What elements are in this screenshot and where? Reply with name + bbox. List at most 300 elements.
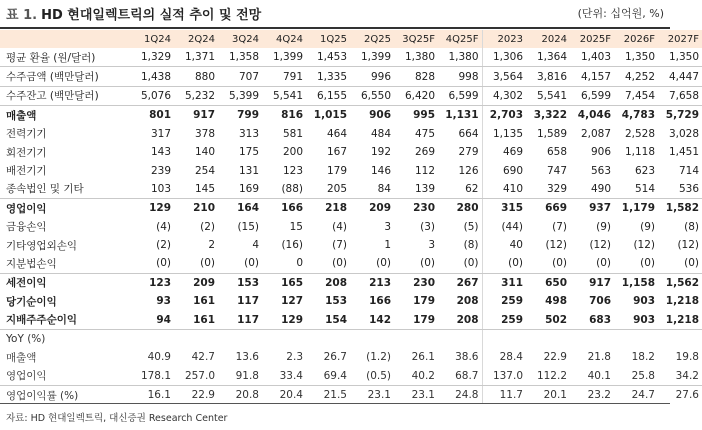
table-cell: 5,076 xyxy=(130,86,174,105)
title-row xyxy=(0,0,670,26)
column-header: 3Q24 xyxy=(218,30,262,48)
table-cell: 1,380 xyxy=(394,48,438,67)
table-cell: 208 xyxy=(456,295,479,308)
table-cell: 93 xyxy=(156,295,171,308)
table-cell: 1,306 xyxy=(482,48,526,67)
table-row xyxy=(0,161,702,179)
table-cell xyxy=(350,329,394,348)
table-cell: 880 xyxy=(174,67,218,86)
table-cell: 230 xyxy=(413,276,435,289)
table-cell: 62 xyxy=(438,180,482,199)
table-cell: 179 xyxy=(413,295,435,308)
table-cell: 230 xyxy=(413,202,435,215)
table-cell: (9) xyxy=(640,220,655,233)
row-label: YoY (%) xyxy=(6,333,46,346)
table-cell: 20.1 xyxy=(543,389,567,402)
table-cell: 1,218 xyxy=(658,310,702,329)
column-header: 2026F xyxy=(614,30,658,48)
table-cell: 7,454 xyxy=(614,86,658,105)
table-cell xyxy=(526,329,570,348)
table-cell: 112.2 xyxy=(526,367,570,386)
table-cell: (3) xyxy=(420,220,435,233)
table-cell: 84 xyxy=(350,180,394,199)
table-cell: (4) xyxy=(332,220,347,233)
table-cell: (8) xyxy=(684,220,699,233)
table-cell xyxy=(614,329,658,348)
table-cell: 1,179 xyxy=(621,202,655,215)
table-cell: 26.1 xyxy=(411,351,435,364)
table-cell: 378 xyxy=(194,127,215,140)
table-cell: 140 xyxy=(194,146,215,159)
table-cell: 828 xyxy=(394,67,438,86)
table-cell: 153 xyxy=(237,276,259,289)
source-note: 자료: HD 현대일렉트릭, 대신증권 Research Center xyxy=(6,413,228,424)
table-cell: 127 xyxy=(281,295,303,308)
table-cell: 131 xyxy=(238,164,259,177)
table-cell: 28.4 xyxy=(482,348,526,366)
table-cell: 20.8 xyxy=(235,389,259,402)
table-cell: 192 xyxy=(370,146,391,159)
table-row xyxy=(0,218,702,236)
table-row xyxy=(0,386,702,405)
table-cell: 169 xyxy=(218,180,262,199)
table-cell: 164 xyxy=(237,202,259,215)
table-cell: 279 xyxy=(458,146,479,159)
table-cell: 213 xyxy=(369,276,391,289)
table-cell: (0.5) xyxy=(350,367,394,386)
table-cell: 315 xyxy=(482,199,526,218)
table-cell xyxy=(394,329,438,348)
table-cell: 178.1 xyxy=(130,367,174,386)
table-body xyxy=(0,48,702,404)
column-header: 2023 xyxy=(482,30,526,48)
table-cell: 175 xyxy=(238,146,259,159)
table-cell: 664 xyxy=(458,127,479,140)
column-header: 2Q24 xyxy=(174,30,218,48)
table-cell: 1,380 xyxy=(438,48,482,67)
table-number: 표 1. xyxy=(6,8,38,23)
row-label: 영업이익 xyxy=(6,202,47,215)
table-title xyxy=(6,4,261,23)
table-cell: 34.2 xyxy=(658,367,702,386)
table-cell: (0) xyxy=(570,254,614,273)
table-cell: 5,399 xyxy=(218,86,262,105)
table-row xyxy=(0,367,702,386)
table-cell: 18.2 xyxy=(631,351,655,364)
table-cell: 623 xyxy=(634,164,655,177)
earnings-table xyxy=(0,30,702,404)
row-label: 지분법손익 xyxy=(0,254,130,273)
table-cell: 469 xyxy=(482,143,526,161)
table-cell: 146 xyxy=(370,164,391,177)
table-cell: (9) xyxy=(596,220,611,233)
table-cell: 13.6 xyxy=(235,351,259,364)
table-cell: 669 xyxy=(545,202,567,215)
table-cell: 153 xyxy=(325,295,347,308)
table-cell: 259 xyxy=(482,310,526,329)
table-cell: 103 xyxy=(130,180,174,199)
table-row xyxy=(0,180,702,199)
table-cell: 937 xyxy=(589,202,611,215)
table-cell: 24.8 xyxy=(455,389,479,402)
table-cell: 4,447 xyxy=(658,67,702,86)
table-cell: 996 xyxy=(350,67,394,86)
row-label: 수주금액 (백만달러) xyxy=(0,67,130,86)
table-cell: 683 xyxy=(570,310,614,329)
table-cell: 42.7 xyxy=(191,351,215,364)
table-cell: 6,599 xyxy=(570,86,614,105)
table-cell: 40.1 xyxy=(570,367,614,386)
table-cell: 5,232 xyxy=(174,86,218,105)
table-cell: 3,028 xyxy=(668,127,699,140)
unit-label: (단위: 십억원, %) xyxy=(577,7,664,20)
column-header: 2025F xyxy=(570,30,614,48)
table-cell: 218 xyxy=(325,202,347,215)
table-cell: 129 xyxy=(262,310,306,329)
table-cell: 1 xyxy=(384,239,391,252)
table-cell: (0) xyxy=(482,254,526,273)
table-cell: 1,399 xyxy=(350,48,394,67)
table-cell: 259 xyxy=(482,292,526,310)
table-cell: 11.7 xyxy=(482,386,526,405)
table-cell: 200 xyxy=(282,146,303,159)
column-header: 1Q24 xyxy=(130,30,174,48)
table-cell: 129 xyxy=(149,202,171,215)
table-cell: 1,562 xyxy=(665,276,699,289)
table-cell: 33.4 xyxy=(262,367,306,386)
table-cell: 143 xyxy=(150,146,171,159)
table-cell: 1,589 xyxy=(536,127,567,140)
table-cell: 38.6 xyxy=(455,351,479,364)
table-cell: 1,015 xyxy=(313,109,347,122)
table-cell xyxy=(262,329,306,348)
table-cell: 137.0 xyxy=(482,367,526,386)
row-label: 종속법인 및 기타 xyxy=(0,180,130,199)
top-rule xyxy=(0,27,670,29)
table-cell: 208 xyxy=(325,276,347,289)
table-cell: 998 xyxy=(438,67,482,86)
table-cell: 161 xyxy=(174,310,218,329)
table-cell: 22.9 xyxy=(543,351,567,364)
bottom-rule xyxy=(0,403,670,404)
table-cell: 1,329 xyxy=(130,48,174,67)
table-cell: 903 xyxy=(614,310,658,329)
table-cell: 313 xyxy=(238,127,259,140)
table-cell: 117 xyxy=(237,295,259,308)
table-row xyxy=(0,199,702,218)
table-cell: 690 xyxy=(482,161,526,179)
row-label: 기타영업외손익 xyxy=(6,239,78,252)
table-cell: 6,550 xyxy=(350,86,394,105)
table-cell: 906 xyxy=(590,146,611,159)
table-cell: 799 xyxy=(237,109,259,122)
table-cell: 329 xyxy=(526,180,570,199)
row-label: 세전이익 xyxy=(6,277,47,290)
column-header: 2024 xyxy=(526,30,570,48)
table-cell: 514 xyxy=(614,180,658,199)
column-header: 4Q25F xyxy=(438,30,482,48)
table-cell: (0) xyxy=(218,254,262,273)
table-cell: 1,135 xyxy=(482,125,526,143)
row-label: 평균 환율 (원/달러) xyxy=(0,48,130,67)
table-cell: 24.7 xyxy=(631,389,655,402)
table-cell: 1,158 xyxy=(621,276,655,289)
table-cell: 179 xyxy=(326,164,347,177)
table-cell: 94 xyxy=(130,310,174,329)
table-cell: 1,582 xyxy=(665,202,699,215)
table-cell: 91.8 xyxy=(218,367,262,386)
table-row xyxy=(0,236,702,254)
table-cell: 714 xyxy=(678,164,699,177)
table-row xyxy=(0,67,702,86)
table-cell: 498 xyxy=(545,295,567,308)
table-cell: 4 xyxy=(252,239,259,252)
table-cell: 210 xyxy=(193,202,215,215)
table-cell: 317 xyxy=(150,127,171,140)
table-cell: (0) xyxy=(614,254,658,273)
table-cell: (0) xyxy=(526,254,570,273)
table-cell: 165 xyxy=(281,276,303,289)
table-cell: (0) xyxy=(350,254,394,273)
table-cell: 2,087 xyxy=(580,127,611,140)
table-cell: 239 xyxy=(150,164,171,177)
table-cell: 3 xyxy=(428,239,435,252)
table-cell: 1,358 xyxy=(218,48,262,67)
row-label: 수주잔고 (백만달러) xyxy=(0,86,130,105)
table-cell: (7) xyxy=(552,220,567,233)
column-header: 1Q25 xyxy=(306,30,350,48)
table-cell: (4) xyxy=(156,220,171,233)
table-cell: 464 xyxy=(326,127,347,140)
table-row xyxy=(0,143,702,161)
table-row xyxy=(0,292,702,310)
table-cell: 40.2 xyxy=(394,367,438,386)
table-cell: 1,399 xyxy=(262,48,306,67)
table-cell: (44) xyxy=(482,218,526,236)
table-cell: 69.4 xyxy=(306,367,350,386)
table-cell: 707 xyxy=(218,67,262,86)
table-cell: (0) xyxy=(438,254,482,273)
table-cell: (5) xyxy=(463,220,479,233)
table-cell: 26.7 xyxy=(323,351,347,364)
table-cell: 3,564 xyxy=(482,67,526,86)
table-cell: 123 xyxy=(282,164,303,177)
table-title-text: HD 현대일렉트릭의 실적 추이 및 전망 xyxy=(41,8,262,23)
table-cell: 2 xyxy=(208,239,215,252)
table-cell: (88) xyxy=(262,180,306,199)
table-cell: 21.8 xyxy=(587,351,611,364)
table-cell: 1,335 xyxy=(306,67,350,86)
header-row xyxy=(0,30,702,48)
table-cell: 791 xyxy=(262,67,306,86)
table-cell: 167 xyxy=(326,146,347,159)
table-cell: 254 xyxy=(194,164,215,177)
table-row xyxy=(0,48,702,67)
row-label: 영업이익률 (%) xyxy=(6,389,79,402)
table-cell: 2,528 xyxy=(624,127,655,140)
table-cell: 4,302 xyxy=(482,86,526,105)
table-cell: 139 xyxy=(394,180,438,199)
table-cell: (1.2) xyxy=(366,351,391,364)
table-cell: 311 xyxy=(482,273,526,292)
table-cell: 16.1 xyxy=(147,389,171,402)
table-cell: 484 xyxy=(370,127,391,140)
table-cell: 267 xyxy=(456,276,479,289)
table-cell: 917 xyxy=(589,276,611,289)
table-cell: 166 xyxy=(369,295,391,308)
table-cell: 15 xyxy=(289,220,303,233)
table-cell: 269 xyxy=(414,146,435,159)
table-cell: 40.9 xyxy=(147,351,171,364)
table-cell: 126 xyxy=(458,164,479,177)
table-cell: (2) xyxy=(156,239,171,252)
table-cell: 5,541 xyxy=(526,86,570,105)
row-label: 영업이익 xyxy=(0,367,130,386)
table-cell: 1,438 xyxy=(130,67,174,86)
table-cell: (12) xyxy=(545,239,567,252)
column-header: 2027F xyxy=(658,30,702,48)
table-cell: 6,420 xyxy=(394,86,438,105)
table-cell: (0) xyxy=(306,254,350,273)
table-cell: (12) xyxy=(677,239,699,252)
row-label: 금융손익 xyxy=(6,221,47,234)
table-cell: 166 xyxy=(281,202,303,215)
table-cell: 5,729 xyxy=(665,109,699,122)
row-label: 당기순이익 xyxy=(6,295,57,308)
table-cell: 209 xyxy=(369,202,391,215)
table-cell: 20.4 xyxy=(279,389,303,402)
table-cell: 23.2 xyxy=(587,389,611,402)
table-cell: 154 xyxy=(306,310,350,329)
table-cell: 917 xyxy=(193,109,215,122)
table-cell: (16) xyxy=(281,239,303,252)
table-cell: 1,453 xyxy=(306,48,350,67)
table-cell: 21.5 xyxy=(323,389,347,402)
table-cell: (12) xyxy=(633,239,655,252)
table-cell: 112 xyxy=(414,164,435,177)
table-cell: 563 xyxy=(590,164,611,177)
table-cell: 1,218 xyxy=(665,295,699,308)
table-cell: 142 xyxy=(350,310,394,329)
table-cell: 581 xyxy=(282,127,303,140)
table-cell: 6,155 xyxy=(306,86,350,105)
table-cell: 650 xyxy=(545,276,567,289)
table-cell: 23.1 xyxy=(367,389,391,402)
table-cell: 145 xyxy=(174,180,218,199)
table-cell: 25.8 xyxy=(614,367,658,386)
table-cell: 2.3 xyxy=(286,351,303,364)
table-cell: 123 xyxy=(149,276,171,289)
table-cell: 490 xyxy=(570,180,614,199)
table-cell: 4,046 xyxy=(577,109,611,122)
row-label: 전력기기 xyxy=(6,128,47,141)
table-cell: 747 xyxy=(546,164,567,177)
table-cell: 1,371 xyxy=(174,48,218,67)
table-cell: 6,599 xyxy=(438,86,482,105)
table-cell: 1,118 xyxy=(624,146,655,159)
table-row xyxy=(0,348,702,366)
table-cell: 5,541 xyxy=(262,86,306,105)
table-cell: 179 xyxy=(394,310,438,329)
table-cell: (0) xyxy=(130,254,174,273)
table-row xyxy=(0,310,702,329)
table-cell: 27.6 xyxy=(675,389,699,402)
table-cell: 19.8 xyxy=(675,351,699,364)
table-cell: 1,451 xyxy=(668,146,699,159)
table-cell: 205 xyxy=(306,180,350,199)
table-cell: 2,703 xyxy=(482,106,526,125)
table-cell: 40 xyxy=(482,236,526,254)
table-cell: 801 xyxy=(149,109,171,122)
table-cell: 3 xyxy=(384,220,391,233)
table-cell: 208 xyxy=(438,310,482,329)
table-row xyxy=(0,86,702,105)
table-cell: 903 xyxy=(633,295,655,308)
table-cell: (7) xyxy=(332,239,347,252)
table-cell: 3,816 xyxy=(526,67,570,86)
table-cell: 410 xyxy=(482,180,526,199)
table-cell: (12) xyxy=(589,239,611,252)
table-cell: 706 xyxy=(589,295,611,308)
row-label: 배전기기 xyxy=(6,165,47,178)
table-cell: 161 xyxy=(193,295,215,308)
table-cell: 280 xyxy=(456,202,479,215)
table-cell xyxy=(438,329,482,348)
table-cell: 1,131 xyxy=(445,109,479,122)
column-header: 2Q25 xyxy=(350,30,394,48)
header-label-cell xyxy=(0,30,130,48)
table-cell: (2) xyxy=(200,220,215,233)
table-cell: 502 xyxy=(526,310,570,329)
table-cell: 816 xyxy=(281,109,303,122)
table-row xyxy=(0,125,702,143)
table-cell: 0 xyxy=(262,254,306,273)
table-row xyxy=(0,106,702,125)
table-row xyxy=(0,329,702,348)
table-cell: 4,157 xyxy=(570,67,614,86)
table-cell: (8) xyxy=(463,239,479,252)
table-row xyxy=(0,273,702,292)
table-cell: 1,350 xyxy=(658,48,702,67)
row-label: 회전기기 xyxy=(6,146,47,159)
table-cell xyxy=(306,329,350,348)
table-cell: (15) xyxy=(237,220,259,233)
table-cell: (0) xyxy=(394,254,438,273)
table-cell: 257.0 xyxy=(174,367,218,386)
table-cell xyxy=(218,329,262,348)
table-cell: 68.7 xyxy=(438,367,482,386)
table-header xyxy=(0,30,702,48)
table-cell xyxy=(174,329,218,348)
table-cell: 117 xyxy=(218,310,262,329)
table-cell: 1,350 xyxy=(614,48,658,67)
table-cell: 209 xyxy=(193,276,215,289)
table-cell: 995 xyxy=(413,109,435,122)
table-cell: (0) xyxy=(658,254,702,273)
table-cell: 475 xyxy=(414,127,435,140)
table-cell: 536 xyxy=(658,180,702,199)
table-cell: 4,252 xyxy=(614,67,658,86)
row-label: 지배주주순이익 xyxy=(0,310,130,329)
row-label: 매출액 xyxy=(6,109,37,122)
column-header: 3Q25F xyxy=(394,30,438,48)
table-cell: 22.9 xyxy=(191,389,215,402)
table-cell xyxy=(482,329,526,348)
table-cell: 1,364 xyxy=(526,48,570,67)
table-cell: 3,322 xyxy=(533,109,567,122)
table-cell: 1,403 xyxy=(570,48,614,67)
table-cell: 7,658 xyxy=(658,86,702,105)
